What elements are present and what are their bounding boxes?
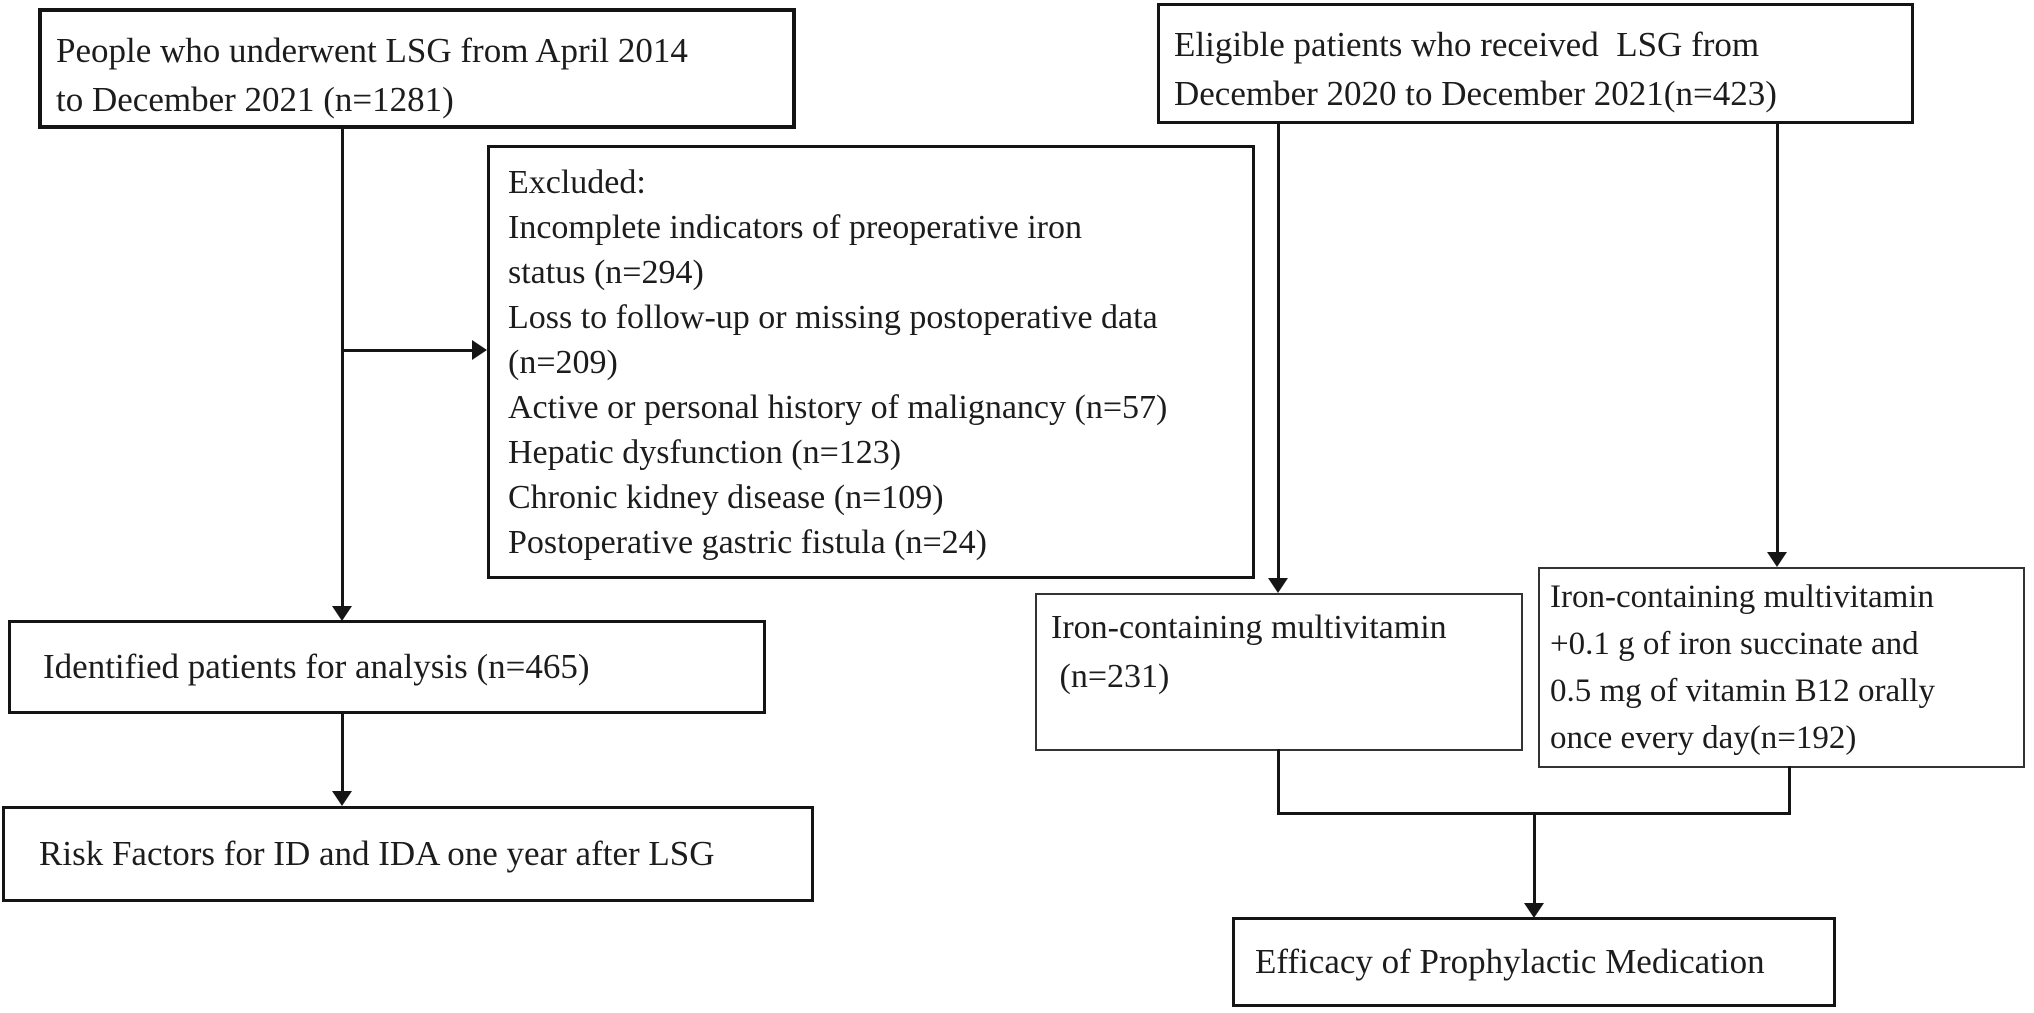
node-risk-factors-outcome: Risk Factors for ID and IDA one year after LSG <box>2 806 814 902</box>
arrowhead-right-excluded <box>472 340 487 360</box>
arrowhead-down-multivitamin <box>1268 578 1288 593</box>
connector-eligible-to-multivitamin-plus <box>1776 122 1779 553</box>
connector-merge-to-efficacy <box>1533 815 1536 904</box>
connector-multivitamin-merge-stub <box>1277 749 1280 815</box>
arrowhead-down-efficacy <box>1524 903 1544 918</box>
node-efficacy-outcome: Efficacy of Prophylactic Medication <box>1232 917 1836 1007</box>
connector-multivitamin-plus-merge-stub <box>1788 766 1791 815</box>
node-identified-patients: Identified patients for analysis (n=465) <box>8 620 766 714</box>
arrowhead-down-multivitamin-plus <box>1767 552 1787 567</box>
node-excluded-reasons: Excluded: Incomplete indicators of preoperative iron status (n=294) Loss to follow-up or missing postoperative data (n=209) Active or personal history of malignancy (n=57) Hepatic dysfunction (n=123) Chronic kidney disease (n=109) Postoperative gastric fistula (n=24) <box>487 145 1255 579</box>
node-eligible-patients: Eligible patients who received LSG from December 2020 to December 2021(n=423) <box>1157 3 1914 124</box>
connector-eligible-to-multivitamin <box>1277 122 1280 579</box>
node-multivitamin-group: Iron-containing multivitamin (n=231) <box>1035 593 1523 751</box>
connector-branch-to-excluded <box>343 349 473 352</box>
arrowhead-down-identified <box>332 606 352 621</box>
connector-identified-to-risk-factors <box>341 712 344 792</box>
node-lsg-population: People who underwent LSG from April 2014 to December 2021 (n=1281) <box>38 8 796 129</box>
node-multivitamin-plus-iron-group: Iron-containing multivitamin +0.1 g of iron succinate and 0.5 mg of vitamin B12 orally once every day(n=192) <box>1538 567 2025 768</box>
connector-population-to-identified <box>341 129 344 606</box>
arrowhead-down-risk-factors <box>332 791 352 806</box>
